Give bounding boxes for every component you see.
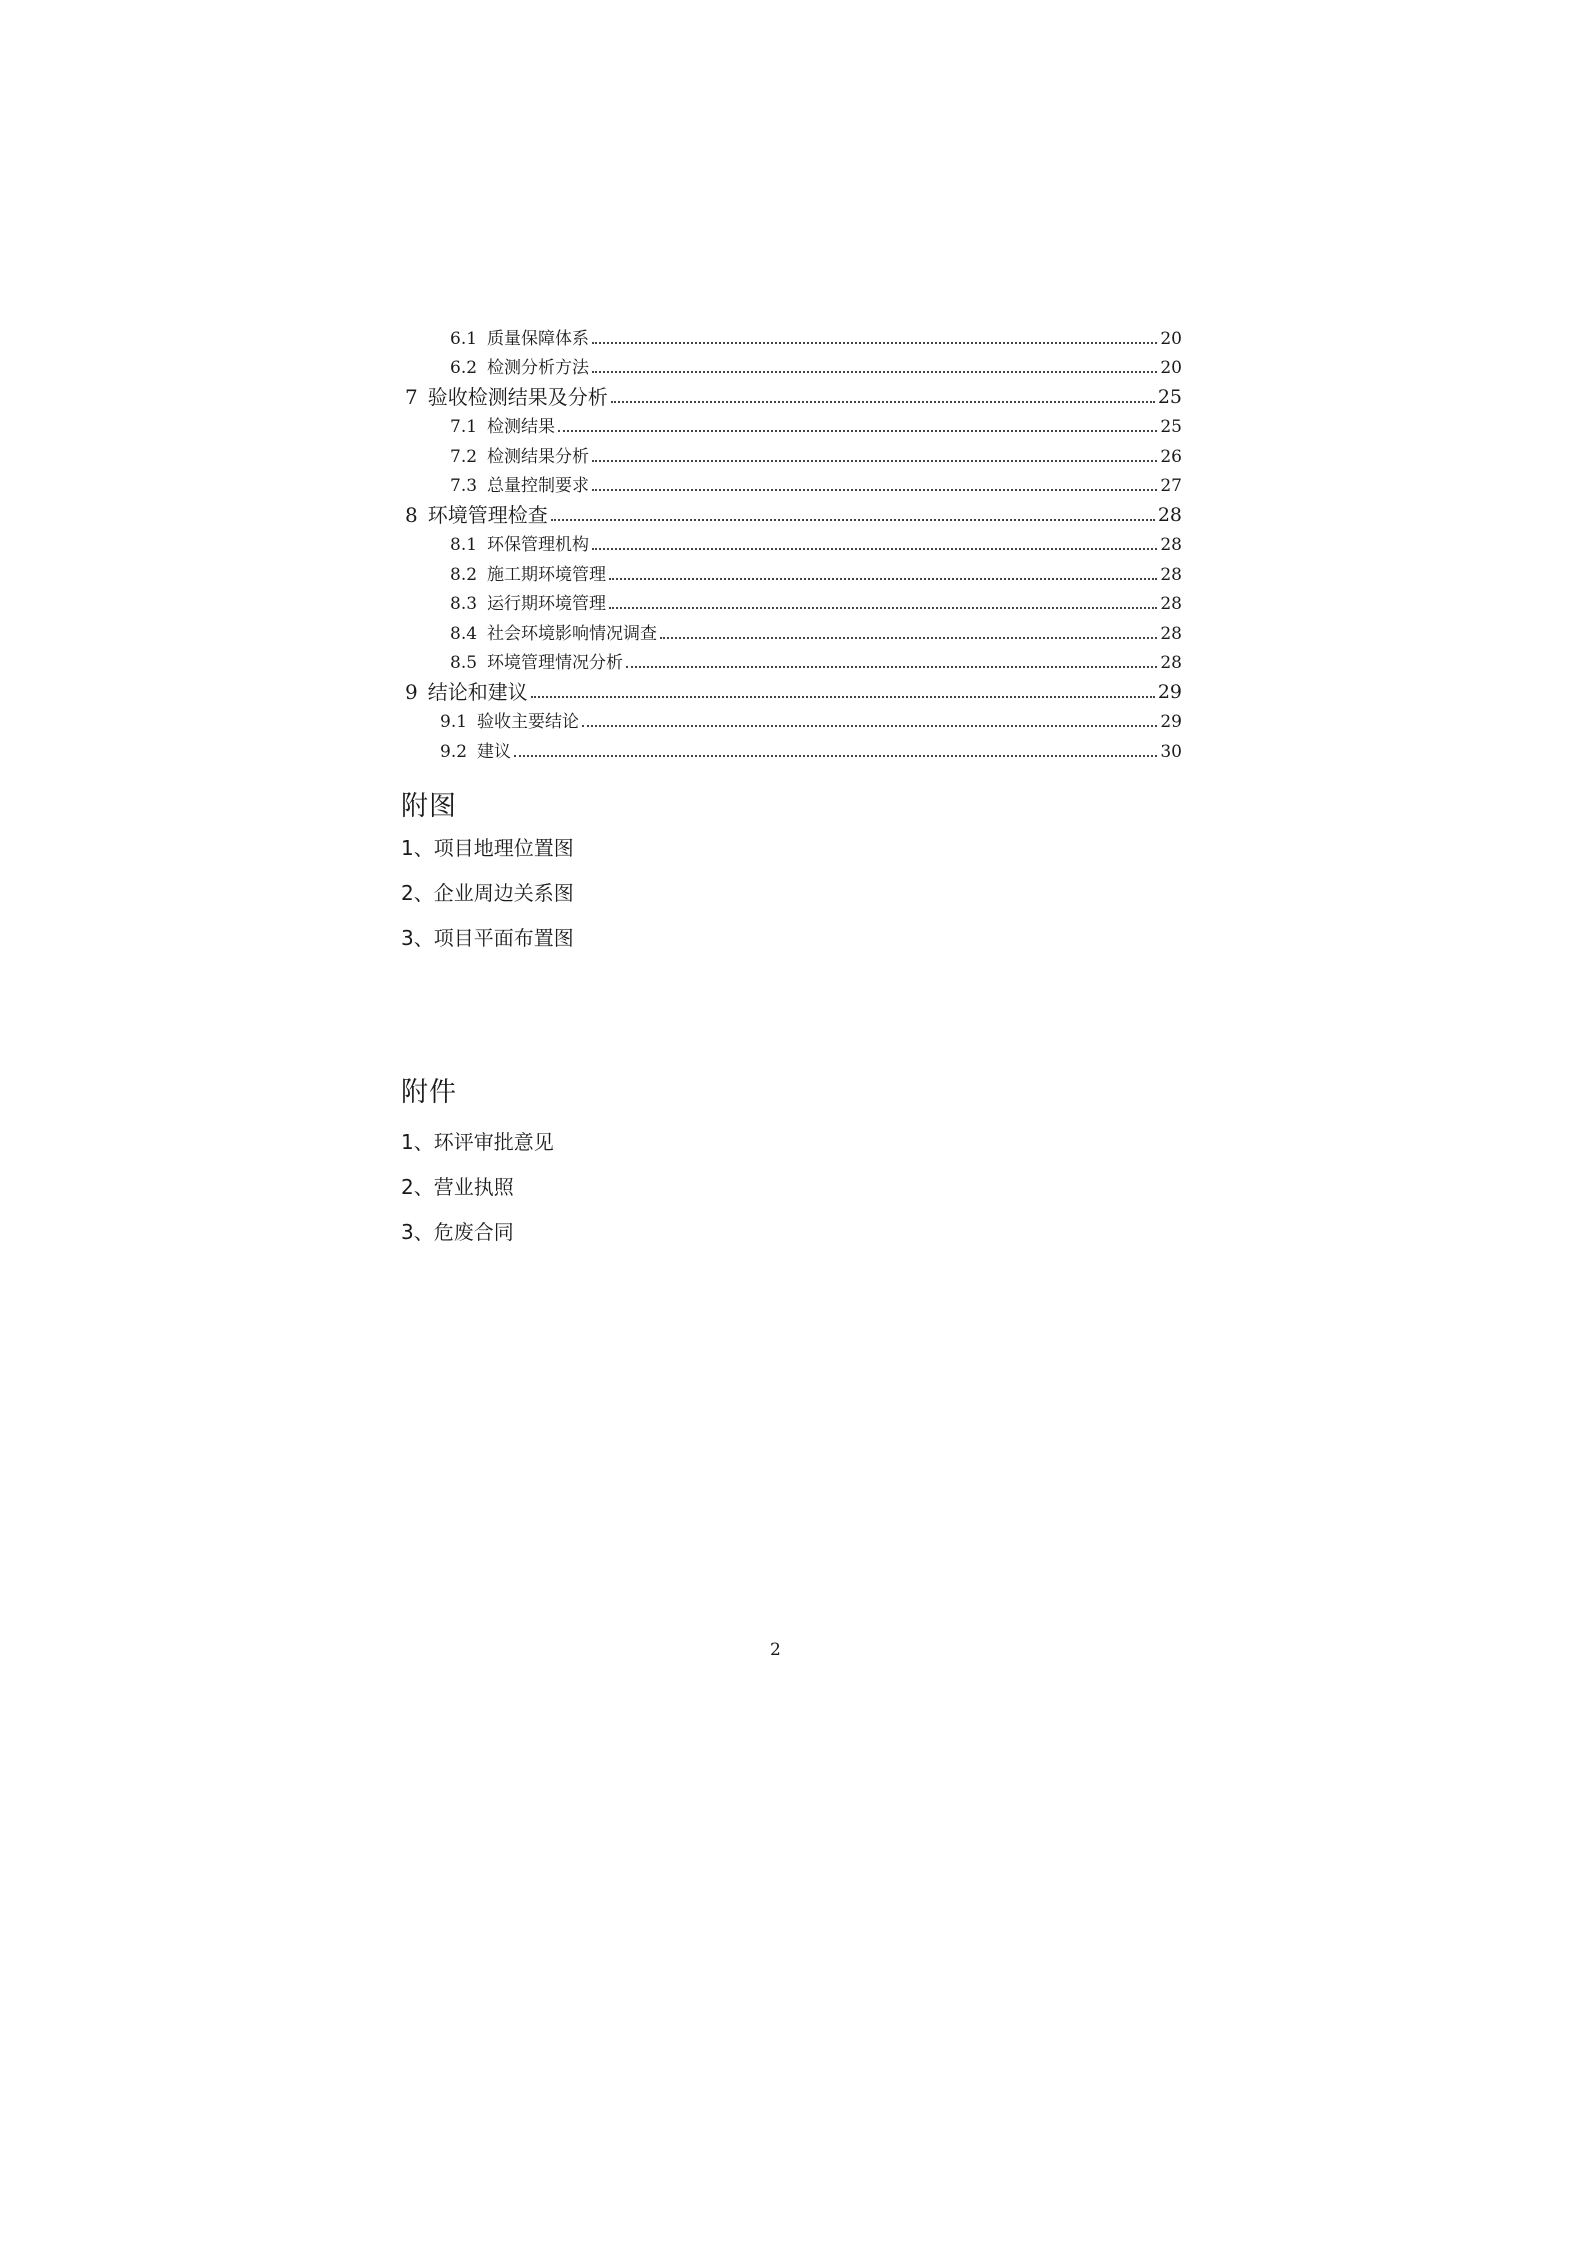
toc-entry-page: 28 bbox=[1160, 594, 1182, 614]
toc-entry-page: 28 bbox=[1160, 564, 1182, 585]
toc-leader-dots bbox=[660, 637, 1157, 639]
toc-entry-page: 28 bbox=[1160, 653, 1182, 673]
toc-leader-dots bbox=[626, 666, 1157, 668]
attachments-list bbox=[401, 1120, 554, 1255]
toc-entry bbox=[400, 672, 1182, 702]
toc-entry-number: 9.1 bbox=[440, 712, 468, 732]
toc-entry-number: 8.3 bbox=[450, 594, 478, 614]
toc-entry-number: 8.4 bbox=[450, 623, 478, 644]
toc-entry bbox=[400, 525, 1182, 555]
toc-entry-page: 20 bbox=[1160, 358, 1182, 378]
toc-entry bbox=[400, 377, 1182, 407]
toc-entry-page: 29 bbox=[1160, 712, 1182, 732]
toc-entry bbox=[400, 436, 1182, 466]
toc-entry-page: 25 bbox=[1157, 385, 1182, 408]
toc-entry-title: 检测结果分析 bbox=[487, 446, 590, 467]
toc-entry-number: 6.2 bbox=[450, 358, 478, 378]
toc-entry-title: 建议 bbox=[477, 741, 512, 762]
toc-entry-title: 总量控制要求 bbox=[487, 476, 590, 496]
toc-entry-title: 验收检测结果及分析 bbox=[427, 384, 608, 409]
toc-entry-number: 9 bbox=[405, 679, 418, 704]
toc-entry-title: 施工期环境管理 bbox=[487, 564, 607, 585]
toc-leader-dots bbox=[531, 696, 1155, 698]
toc-entry-page: 27 bbox=[1160, 476, 1182, 496]
toc-entry bbox=[400, 643, 1182, 673]
attachment-item: 2、营业执照 bbox=[401, 1175, 514, 1199]
figure-item: 2、企业周边关系图 bbox=[401, 881, 574, 905]
toc-leader-dots bbox=[592, 342, 1157, 344]
toc-entry-page: 30 bbox=[1160, 741, 1182, 762]
toc-entry bbox=[400, 466, 1182, 496]
toc-leader-dots bbox=[551, 519, 1155, 521]
toc-entry-page: 25 bbox=[1160, 417, 1182, 437]
toc-entry-number: 6.1 bbox=[450, 328, 478, 349]
toc-entry bbox=[400, 702, 1182, 732]
toc-entry bbox=[400, 554, 1182, 584]
toc-entry-title: 环保管理机构 bbox=[487, 535, 590, 555]
toc-leader-dots bbox=[592, 460, 1157, 462]
toc-entry-number: 7 bbox=[405, 384, 418, 409]
page-number: 2 bbox=[770, 1640, 781, 1660]
toc-leader-dots bbox=[611, 401, 1155, 403]
toc-leader-dots bbox=[582, 725, 1157, 727]
toc-leader-dots bbox=[592, 489, 1157, 491]
toc-entry-number: 7.3 bbox=[450, 476, 478, 496]
toc-entry bbox=[400, 348, 1182, 378]
toc-entry bbox=[400, 407, 1182, 437]
toc-leader-dots bbox=[514, 755, 1157, 757]
toc-entry-page: 29 bbox=[1157, 680, 1182, 703]
toc-entry-title: 质量保障体系 bbox=[487, 328, 590, 349]
figures-heading: 附图 bbox=[401, 791, 457, 822]
toc-entry-title: 结论和建议 bbox=[427, 679, 528, 704]
toc-entry-title: 运行期环境管理 bbox=[487, 594, 607, 614]
toc-leader-dots bbox=[609, 578, 1157, 580]
toc-entry-page: 28 bbox=[1160, 535, 1182, 555]
attachment-item: 1、环评审批意见 bbox=[401, 1130, 554, 1154]
toc-leader-dots bbox=[609, 607, 1157, 609]
toc-entry-title: 社会环境影响情况调查 bbox=[487, 623, 658, 644]
toc-entry bbox=[400, 731, 1182, 761]
attachment-item: 3、危废合同 bbox=[401, 1220, 514, 1244]
toc-entry bbox=[400, 495, 1182, 525]
table-of-contents bbox=[400, 318, 1182, 761]
figure-item: 1、项目地理位置图 bbox=[401, 836, 574, 860]
toc-entry-page: 28 bbox=[1157, 503, 1182, 526]
toc-entry-title: 环境管理检查 bbox=[427, 502, 548, 527]
toc-entry-number: 7.1 bbox=[450, 417, 478, 437]
figures-list bbox=[401, 826, 574, 961]
toc-entry-number: 8 bbox=[405, 502, 418, 527]
toc-entry-number: 8.5 bbox=[450, 653, 478, 673]
toc-entry-number: 8.2 bbox=[450, 564, 478, 585]
toc-entry-page: 20 bbox=[1160, 328, 1182, 349]
toc-entry-title: 验收主要结论 bbox=[477, 712, 580, 732]
toc-leader-dots bbox=[592, 548, 1157, 550]
figure-item: 3、项目平面布置图 bbox=[401, 926, 574, 950]
toc-entry-number: 8.1 bbox=[450, 535, 478, 555]
toc-entry-number: 9.2 bbox=[440, 741, 468, 762]
toc-entry-number: 7.2 bbox=[450, 446, 478, 467]
toc-leader-dots bbox=[558, 430, 1157, 432]
attachments-heading: 附件 bbox=[401, 1077, 457, 1108]
toc-entry-page: 26 bbox=[1160, 446, 1182, 467]
toc-entry-title: 环境管理情况分析 bbox=[487, 653, 624, 673]
toc-entry bbox=[400, 318, 1182, 348]
toc-entry-title: 检测结果 bbox=[487, 417, 556, 437]
toc-entry bbox=[400, 584, 1182, 614]
toc-entry-title: 检测分析方法 bbox=[487, 358, 590, 378]
toc-entry-page: 28 bbox=[1160, 623, 1182, 644]
toc-entry bbox=[400, 613, 1182, 643]
toc-leader-dots bbox=[592, 371, 1157, 373]
